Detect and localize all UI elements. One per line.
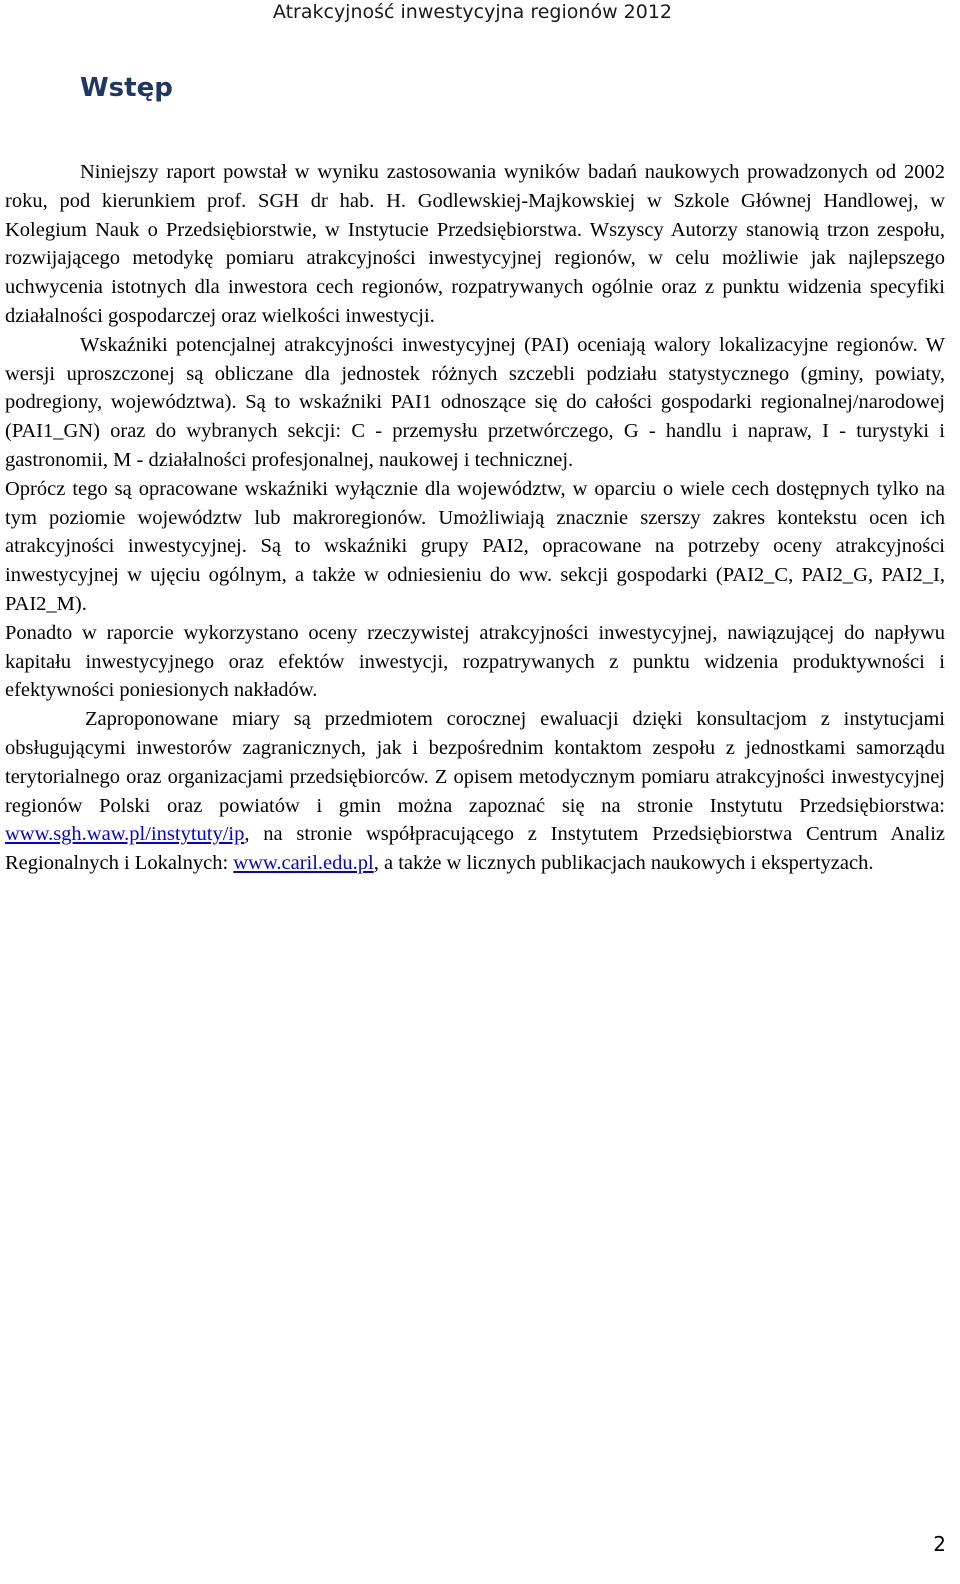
- paragraph-pai2-sections: w odniesieniu do ww. sekcji gospodarki (PAI2_C, PAI2_G, PAI2_I, PAI2_M).: [5, 564, 945, 615]
- paragraph-pai: Wskaźniki potencjalnej atrakcyjności inwestycyjnej (PAI) oceniają walory lokalizacyjne regionów. W wersji uproszczonej są obliczane dla jednostek różnych szczebli podziału statystycznego (gminy, powiaty, podregiony, województwa). Są to wskaźniki PAI1 odnoszące się do całości gospodarki regionalnej/narodowej (PAI1_GN) oraz do wybranych sekcji: C - przemysłu przetwórczego, G - handlu i napraw, I - turystyki i gastronomii, M - działalności profesjonalnej, naukowej i technicznej.: [5, 333, 945, 471]
- paragraph-pai2-text: Oprócz tego są opracowane wskaźniki wyłącznie dla województw, w oparciu o wiele cech dostępnych tylko na tym poziomie województw lub makroregionów. Umożliwiają znacznie szerszy zakres kontekstu ocen ich atrakcyjności inwestycyjnej. Są to wskaźniki grupy PAI2, opracowane na potrzeby oceny atrakcyjności inwestycyjnej w ujęciu ogólnym, a także: [5, 477, 945, 587]
- paragraph-authors-text: Wszyscy Autorzy stanowią trzon zespołu, rozwijającego metodykę pomiaru atrakcyjności inwestycyjnej regionów, w celu możliwie jak najlepszego uchwycenia istotnych dla inwestora cech regionów, rozpatrywanych ogólnie oraz z punktu widzenia specyfiki działalności gospodarczej oraz wielkości inwestycji.: [5, 218, 945, 327]
- paragraph-intro-text: Niniejszy raport powstał w wyniku zastosowania wyników badań naukowych prowadzonych od 2002 roku, pod kierunkiem prof. SGH dr hab. H. Godlewskiej-Majkowskiej w Szkole Głównej Handlowej, w Kolegium Nauk o Przedsiębiorstwie, w Instytucie Przedsiębiorstwa.: [5, 161, 945, 241]
- paragraph-evaluation-text: Zaproponowane miary są przedmiotem corocznej ewaluacji dzięki konsultacjom z instytucjami obsługującymi inwestorów zagranicznych, jak i bezpośrednim kontaktom zespołu z jednostkami samorządu terytorialnego oraz organizacjami przedsiębiorców. Z opisem metodycznym pomiaru atrakcyjności inwestycyjnej regionów Polski oraz powiatów i gmin można zapoznać się na stronie Instytutu Przedsiębiorstwa:: [5, 708, 945, 817]
- paragraph-real-attractiveness: [5, 619, 945, 705]
- paragraph-intro: [5, 158, 945, 331]
- paragraph-evaluation-end: , a także w licznych publikacjach naukowych i ekspertyzach.: [373, 852, 874, 875]
- running-header: Atrakcyjność inwestycyjna regionów 2012: [272, 1, 672, 23]
- document-body: [5, 158, 945, 878]
- paragraph-evaluation: [5, 705, 945, 878]
- paragraph-real-text: Ponadto w raporcie wykorzystano oceny rzeczywistej atrakcyjności inwestycyjnej, nawiązującej do napływu kapitału inwestycyjnego oraz efektów inwestycji, rozpatrywanych: [5, 621, 945, 673]
- link-sgh-institute[interactable]: www.sgh.waw.pl/instytuty/ip: [5, 823, 245, 846]
- paragraph-pai2: [5, 475, 945, 619]
- page-number: 2: [933, 1532, 946, 1556]
- link-caril[interactable]: www.caril.edu.pl: [233, 852, 374, 875]
- paragraph-evaluation-middle: , na stronie współpracującego z Instytutem Przedsiębiorstwa Centrum Analiz Regionalnych i Lokalnych:: [5, 823, 945, 875]
- page-title: Wstęp: [80, 73, 173, 103]
- paragraph-real-text-end: z punktu widzenia produktywności i efektywności poniesionych nakładów.: [5, 650, 945, 702]
